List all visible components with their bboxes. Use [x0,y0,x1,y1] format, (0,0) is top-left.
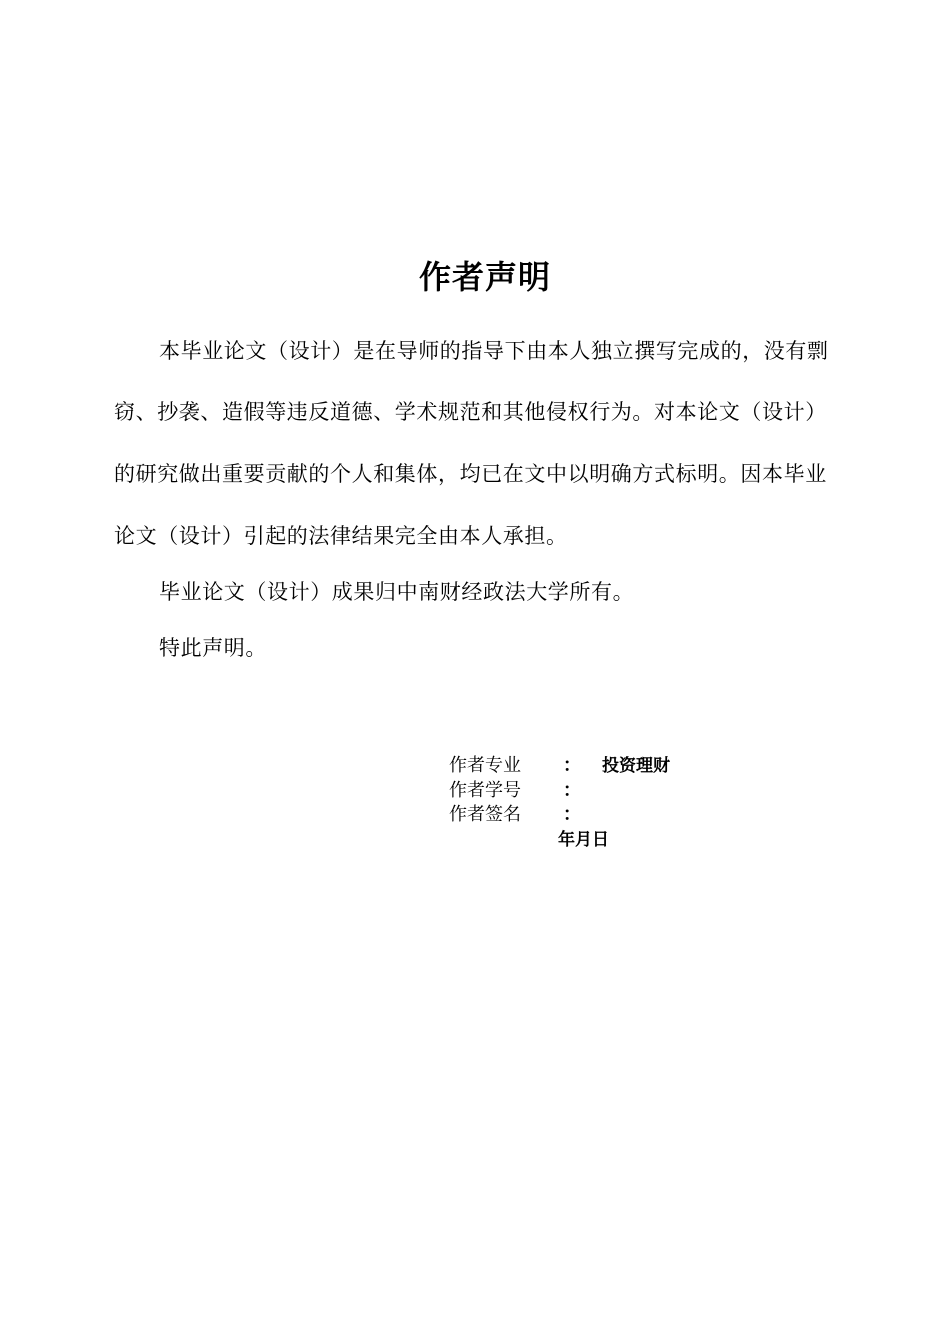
author-major-value: 投资理财 [602,756,670,776]
declaration-line-1: 本毕业论文（设计）是在导师的指导下由本人独立撰写完成的，没有剽 [159,339,829,363]
declaration-line-3: 的研究做出重要贡献的个人和集体，均已在文中以明确方式标明。因本毕业 [114,462,827,486]
author-signature-colon: ： [563,804,581,825]
author-student-id-label: 作者学号 [449,780,521,801]
author-student-id-colon: ： [563,780,581,801]
ownership-statement: 毕业论文（设计）成果归中南财经政法大学所有。 [159,580,635,604]
author-major-colon: ： [563,755,581,776]
declaration-line-4: 论文（设计）引起的法律结果完全由本人承担。 [114,524,568,548]
closing-statement: 特此声明。 [159,636,267,660]
author-major-label: 作者专业 [449,755,521,776]
declaration-line-2: 窃、抄袭、造假等违反道德、学术规范和其他侵权行为。对本论文（设计） [114,400,827,424]
signature-date: 年月日 [558,830,609,850]
page-title: 作者声明 [418,258,551,296]
author-signature-label: 作者签名 [449,804,521,825]
